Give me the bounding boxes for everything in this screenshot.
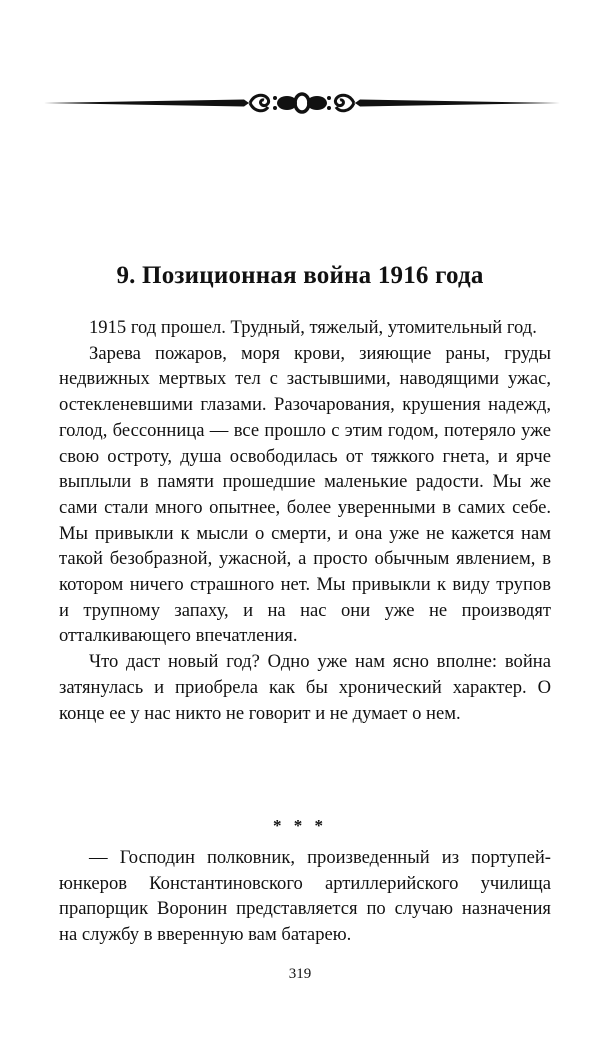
page-number: 319 bbox=[288, 966, 312, 982]
ornament-header bbox=[44, 86, 560, 120]
dialogue-text bbox=[59, 845, 551, 948]
main-text bbox=[59, 315, 551, 726]
paragraph: Что даст новый год? Одно уже нам ясно вполне: война затянулась и приобрела как бы хронический характер. О конце ее у нас никто не говорит и не думает о нем. bbox=[59, 651, 551, 724]
paragraph: Зарева пожаров, моря крови, зияющие раны, груды недвижных мертвых тел с застывшими, наводящими ужас, остекленевшими глазами. Разочарования, крушения надежд, голод, бессонница — все прошло с этим годом, потеряло уже свою остроту, душа освободилась от тяжкого гнета, и ярче выплыли в памяти прошедшие маленькие радости. Мы же сами стали много опытнее, более уверенными в самих себе. Мы привыкли к мысли о смерти, и она уже не кажется нам такой безобразной, ужасной, а просто обычным явлением, в котором ничего страшного нет. Мы привыкли к виду трупов и трупному запаху, и на нас они уже не производят отталкивающего впечатления. bbox=[59, 342, 551, 647]
paragraph: 1915 год прошел. Трудный, тяжелый, утомительный год. bbox=[89, 317, 537, 338]
chapter-title: 9. Позиционная война 1916 года bbox=[116, 262, 484, 289]
section-divider: * * * bbox=[273, 816, 327, 835]
paragraph: — Господин полковник, произведенный из портупей-юнкеров Константиновского артиллерийского училища прапорщик Воронин представляется по случаю назначения на службу в вверенную вам батарею. bbox=[59, 847, 551, 946]
